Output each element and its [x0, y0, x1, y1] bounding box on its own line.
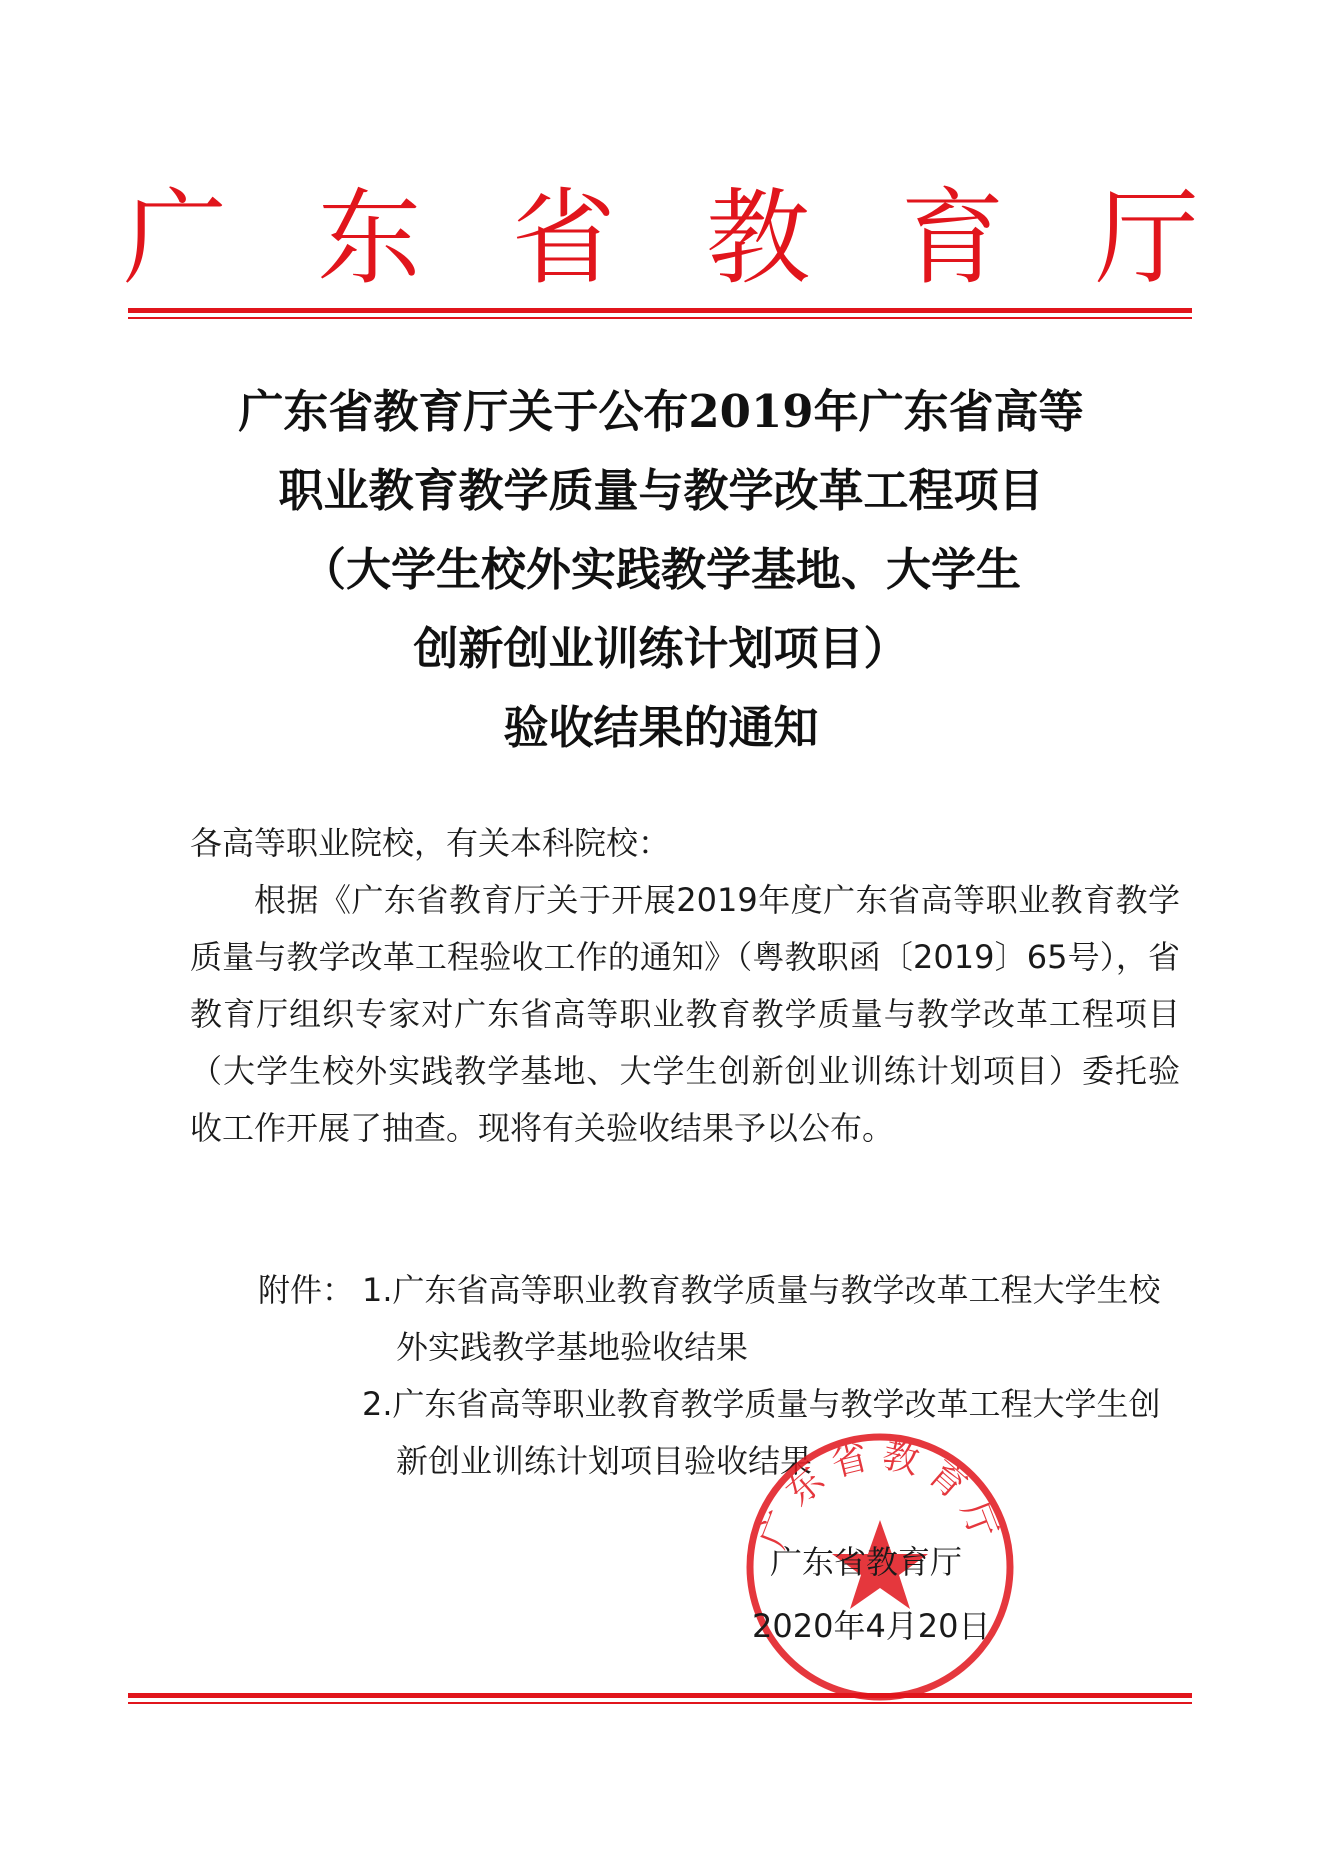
- masthead-char: 省: [511, 177, 616, 299]
- masthead-char: 教: [706, 177, 811, 299]
- masthead-char: 广: [122, 177, 227, 299]
- attachment-item: 2.广东省高等职业教育教学质量与教学改革工程大学生创新创业训练计划项目验收结果: [362, 1385, 1161, 1480]
- title-line: 广东省教育厅关于公布2019年广东省高等: [238, 385, 1084, 438]
- masthead-char: 东: [317, 177, 422, 299]
- masthead-char: 厅: [1094, 177, 1199, 299]
- signature-org: 广东省教育厅: [770, 1543, 963, 1581]
- title-line: 职业教育教学质量与教学改革工程项目: [278, 464, 1044, 517]
- attachments: [258, 1262, 1188, 1490]
- header-divider: [128, 308, 1192, 319]
- body-paragraph: 根据《广东省教育厅关于开展2019年度广东省高等职业教育教学质量与教学改革工程验收工作的通知》（粤教职函〔2019〕65号），省教育厅组织专家对广东省高等职业教育教学质量与教学改革工程项目（大学生校外实践教学基地、大学生创新创业训练计划项目）委托验收工作开展了抽查。现将有关验收结果予以公布。: [190, 881, 1180, 1147]
- attachment-item: 1.广东省高等职业教育教学质量与教学改革工程大学生校外实践教学基地验收结果: [362, 1271, 1161, 1366]
- attachments-label: 附件：: [258, 1271, 355, 1309]
- document-title: [120, 372, 1202, 767]
- masthead-char: 育: [900, 177, 1005, 299]
- title-line: 验收结果的通知: [503, 701, 819, 754]
- footer-divider: [128, 1693, 1192, 1704]
- seal-text: 广东省教育厅: [752, 1434, 1008, 1555]
- title-line: （大学生校外实践教学基地、大学生: [300, 543, 1021, 596]
- title-line: 创新创业训练计划项目）: [413, 622, 909, 675]
- signature-date: 2020年4月20日: [752, 1607, 991, 1645]
- masthead: [120, 168, 1202, 308]
- salutation: 各高等职业院校，有关本科院校：: [190, 824, 671, 862]
